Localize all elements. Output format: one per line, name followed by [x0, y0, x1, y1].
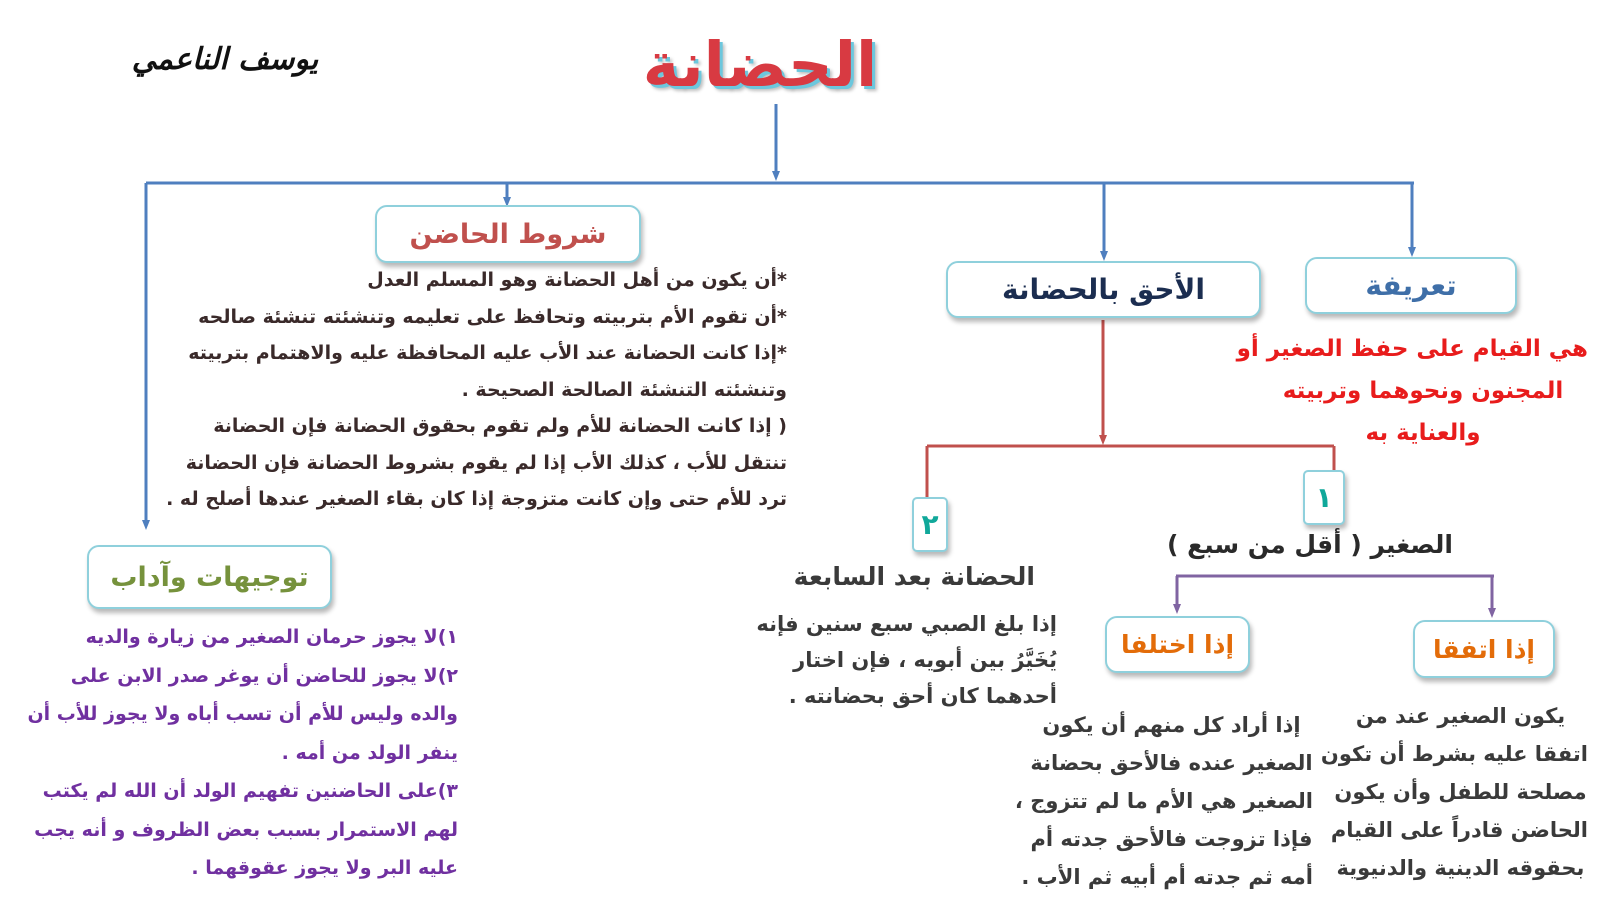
disagree-line: أمه ثم جدته أم أبيه ثم الأب .: [1021, 865, 1313, 889]
agree-line: الحاضن قادراً على القيام: [1330, 818, 1588, 842]
conditions-line: *إذا كانت الحضانة عند الأب عليه المحافظة عليه والاهتمام بتربيته: [188, 342, 787, 364]
agree-box: [1413, 620, 1555, 678]
guidance-heading: توجيهات وآداب: [110, 561, 309, 593]
disagree-line: إذا أراد كل منهم أن يكون: [1042, 713, 1301, 737]
case2-text: [756, 606, 1057, 714]
case2-line: يُخَيَّرُ بين أبويه ، فإن اختار: [793, 648, 1057, 672]
agree-line: مصلحة للطفل وأن يكون: [1334, 780, 1587, 804]
conditions-line: تنتقل للأب ، كذلك الأب إذا لم يقوم بشروط الحضانة فإن الحضانة: [185, 451, 787, 474]
author-signature: يوسف الناعمي: [131, 42, 319, 77]
definition-line: والعناية به: [1365, 420, 1481, 446]
guidance-line: ينفر الولد من أمه .: [281, 741, 458, 764]
agree-text: [1320, 697, 1588, 887]
definition-line: هي القيام على حفظ الصغير أو: [1236, 336, 1588, 362]
disagree-line: فإذا تزوجت فالأحق جدته أم: [1030, 827, 1313, 851]
guidance-text: [15, 618, 458, 888]
guidance-line: لهم الاستمرار بسبب بعض الظروف و أنه يجب: [34, 818, 458, 841]
disagree-line: الصغير عنده فالأحق بحضانة: [1030, 751, 1313, 775]
conditions-line: وتنشئته التنشئة الصالحة الصحيحة .: [461, 378, 787, 401]
case1-label: الصغير ( أقل من سبع ): [1167, 530, 1453, 559]
case2-number: ٢: [921, 508, 939, 541]
guidance-line: والده وليس للأم أن تسب أباه ولا يجوز للأب أن: [27, 703, 458, 725]
case2-line: أحدهما كان أحق بحضانته .: [788, 684, 1057, 708]
definition-heading: تعريفة: [1365, 269, 1457, 302]
guidance-line: ٣)على الحاضنين تفهيم الولد أن الله لم يكتب: [42, 780, 458, 802]
definition-text: [1236, 328, 1588, 454]
agree-heading: إذا اتفقا: [1433, 634, 1536, 664]
guidance-line: عليه البر ولا يجوز عقوقهما .: [191, 857, 458, 879]
entitled-box: [946, 261, 1261, 318]
guidance-line: ١)لا يجوز حرمان الصغير من زيارة والديه: [85, 626, 458, 648]
entitled-heading: الأحق بالحضانة: [1002, 273, 1205, 306]
conditions-line: *أن تقوم الأم بتربيته وتحافظ على تعليمه وتنشئته تنشئة صالحه: [198, 305, 787, 328]
conditions-line: ترد للأم حتى وإن كانت متزوجة إذا كان بقاء الصغير عندها أصلح له .: [166, 488, 787, 510]
case1-number-box: [1303, 470, 1345, 525]
agree-line: بحقوقه الدينية والدنيوية: [1336, 856, 1585, 880]
disagree-line: الصغير هي الأم ما لم تتزوج ،: [1014, 789, 1313, 813]
case1-number: ١: [1315, 481, 1333, 514]
conditions-heading: شروط الحاضن: [409, 218, 607, 250]
disagree-box: [1105, 616, 1250, 673]
conditions-box: [375, 205, 641, 263]
definition-line: المجنون ونحوهما وتربيته: [1282, 378, 1564, 404]
guidance-box: [87, 545, 332, 609]
guidance-line: ٢)لا يجوز للحاضن أن يوغر صدر الابن على: [70, 664, 458, 687]
conditions-line: *أن يكون من أهل الحضانة وهو المسلم العدل: [367, 269, 787, 291]
definition-box: [1305, 257, 1517, 314]
case2-number-box: [912, 497, 948, 552]
agree-line: يكون الصغير عند من: [1355, 704, 1566, 728]
conditions-line: ( إذا كانت الحضانة للأم ولم تقوم بحقوق الحضانة فإن الحضانة: [213, 415, 787, 437]
conditions-text: [162, 262, 787, 518]
agree-line: اتفقا عليه بشرط أن تكون: [1320, 742, 1588, 766]
case2-line: إذا بلغ الصبي سبع سنين فإنه: [756, 612, 1057, 636]
case2-label: الحضانة بعد السابعة: [793, 562, 1035, 591]
disagree-text: [1014, 706, 1313, 896]
disagree-heading: إذا اختلفا: [1120, 630, 1235, 659]
page-title: الحضانة: [642, 28, 878, 101]
